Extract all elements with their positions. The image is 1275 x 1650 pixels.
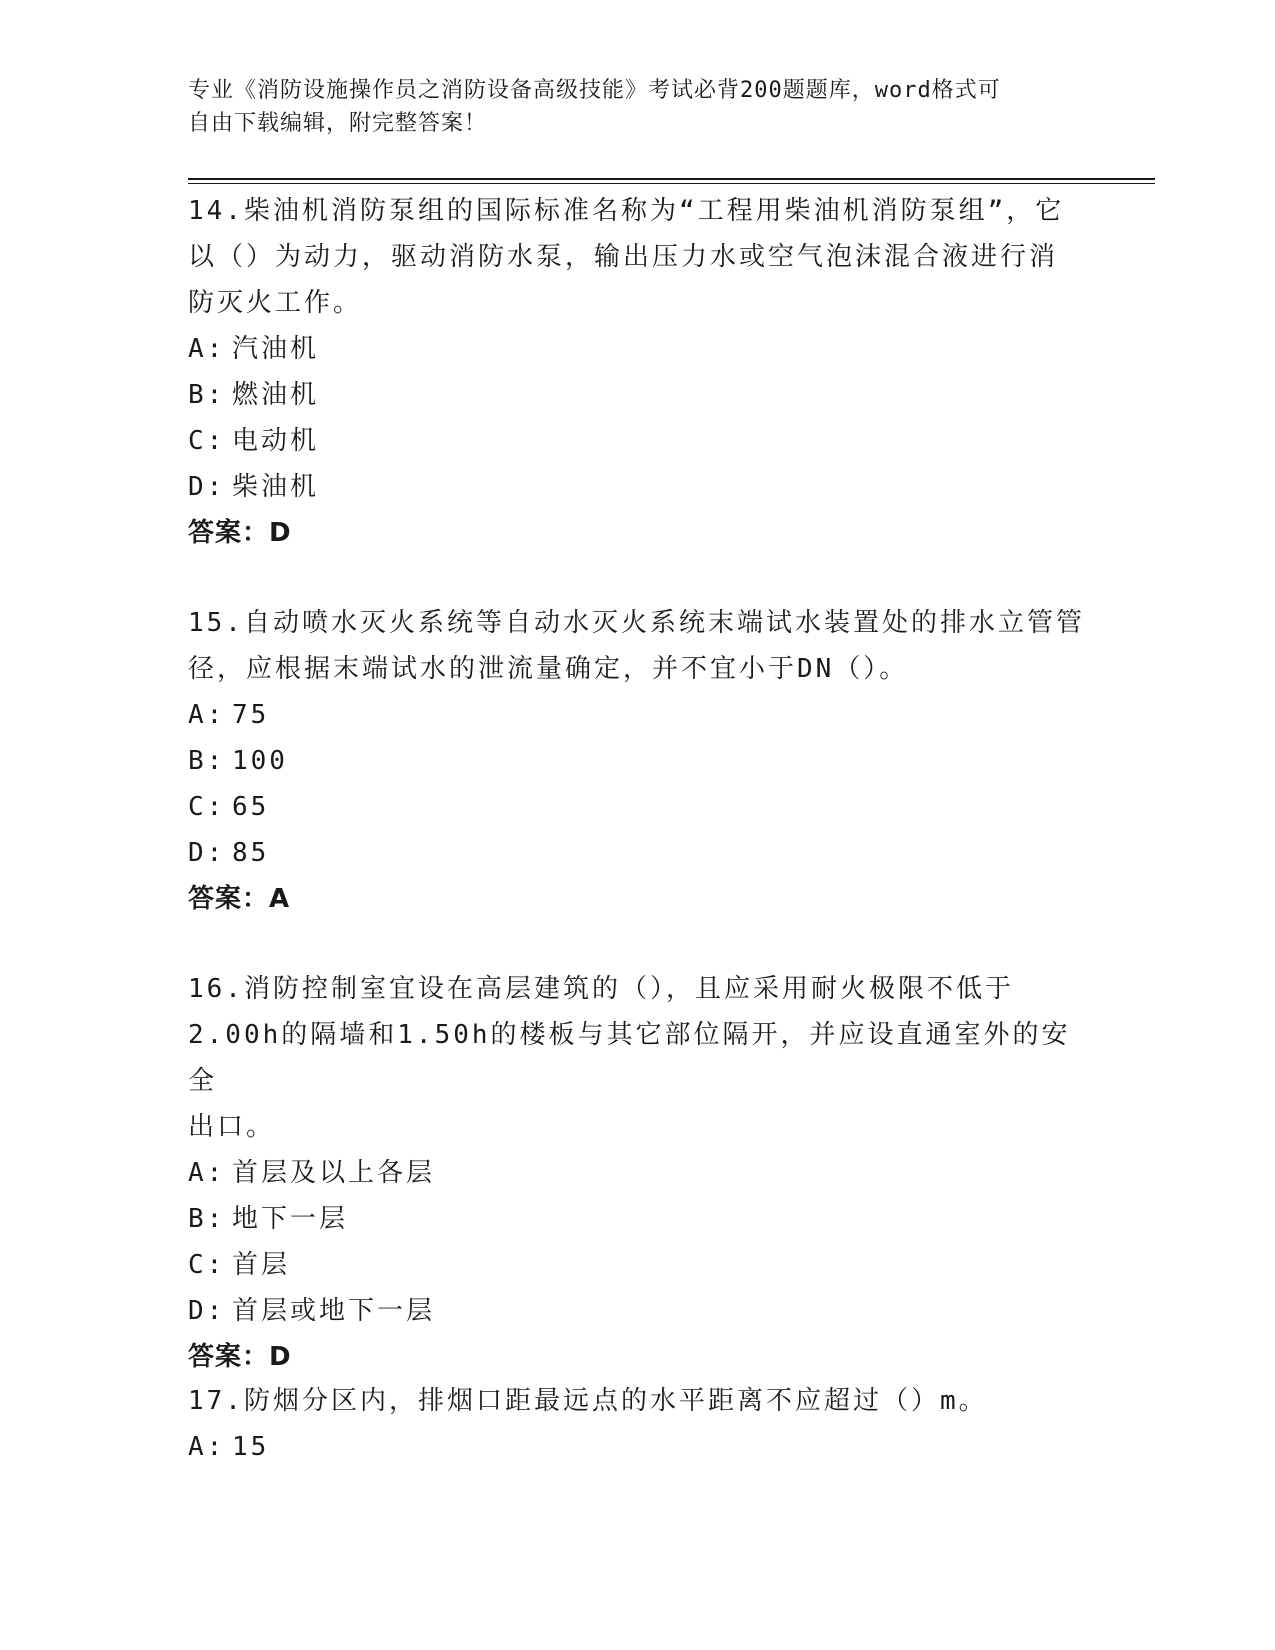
option-text: 燃油机 <box>232 380 320 410</box>
header-divider-thin <box>188 183 1155 184</box>
option-text: 首层及以上各层 <box>232 1158 436 1188</box>
option-text: 100 <box>232 746 288 776</box>
question-14 <box>188 188 1088 556</box>
option-d <box>188 1288 1088 1334</box>
option-text: 首层或地下一层 <box>232 1296 436 1326</box>
option-letter: B: <box>188 746 226 776</box>
option-b <box>188 1196 1088 1242</box>
answer-line: 答案：D <box>188 518 292 548</box>
question-text-line: 以（）为动力，驱动消防水泵，输出压力水或空气泡沫混合液进行消 <box>188 242 1059 272</box>
option-a <box>188 1150 1088 1196</box>
question-15 <box>188 600 1088 922</box>
option-text: 柴油机 <box>232 472 320 502</box>
option-letter: A: <box>188 1158 226 1188</box>
question-text-line: 出口。 <box>188 1112 276 1142</box>
option-text: 地下一层 <box>232 1204 349 1234</box>
option-letter: B: <box>188 1204 226 1234</box>
option-c <box>188 418 1088 464</box>
option-letter: C: <box>188 792 226 822</box>
option-letter: D: <box>188 838 226 868</box>
header-divider-thick <box>188 178 1155 180</box>
answer-line: 答案：A <box>188 884 291 914</box>
option-b <box>188 372 1088 418</box>
header-line-1: 专业《消防设施操作员之消防设备高级技能》考试必背200题题库，word格式可 <box>188 78 1001 103</box>
option-letter: A: <box>188 334 226 364</box>
option-letter: A: <box>188 1432 226 1462</box>
option-text: 首层 <box>232 1250 291 1280</box>
option-letter: D: <box>188 1296 226 1326</box>
option-text: 汽油机 <box>232 334 320 364</box>
option-d <box>188 830 1088 876</box>
question-text-line: 14.柴油机消防泵组的国际标准名称为“工程用柴油机消防泵组”，它 <box>188 196 1065 226</box>
question-text-line: 径，应根据末端试水的泄流量确定，并不宜小于DN（）。 <box>188 654 909 684</box>
option-a <box>188 1424 1088 1470</box>
question-text-line: 15.自动喷水灭火系统等自动水灭火系统末端试水装置处的排水立管管 <box>188 608 1085 638</box>
question-text-line: 17.防烟分区内，排烟口距最远点的水平距离不应超过（）m。 <box>188 1386 988 1416</box>
option-text: 75 <box>232 700 270 730</box>
question-17 <box>188 1378 1088 1470</box>
option-c <box>188 1242 1088 1288</box>
option-a <box>188 326 1088 372</box>
option-a <box>188 692 1088 738</box>
question-text-line: 16.消防控制室宜设在高层建筑的（），且应采用耐火极限不低于 <box>188 974 1014 1004</box>
question-16 <box>188 966 1088 1380</box>
option-text: 电动机 <box>232 426 320 456</box>
option-letter: C: <box>188 1250 226 1280</box>
option-text: 15 <box>232 1432 270 1462</box>
option-text: 65 <box>232 792 270 822</box>
option-letter: C: <box>188 426 226 456</box>
option-letter: B: <box>188 380 226 410</box>
option-letter: D: <box>188 472 226 502</box>
document-header <box>188 74 1068 140</box>
answer-line: 答案：D <box>188 1342 292 1372</box>
question-text-line: 2.00h的隔墙和1.50h的楼板与其它部位隔开，并应设直通室外的安全 <box>188 1020 1071 1096</box>
option-letter: A: <box>188 700 226 730</box>
header-line-2: 自由下载编辑，附完整答案！ <box>188 111 488 136</box>
option-d <box>188 464 1088 510</box>
option-b <box>188 738 1088 784</box>
option-text: 85 <box>232 838 270 868</box>
question-text-line: 防灭火工作。 <box>188 288 363 318</box>
option-c <box>188 784 1088 830</box>
